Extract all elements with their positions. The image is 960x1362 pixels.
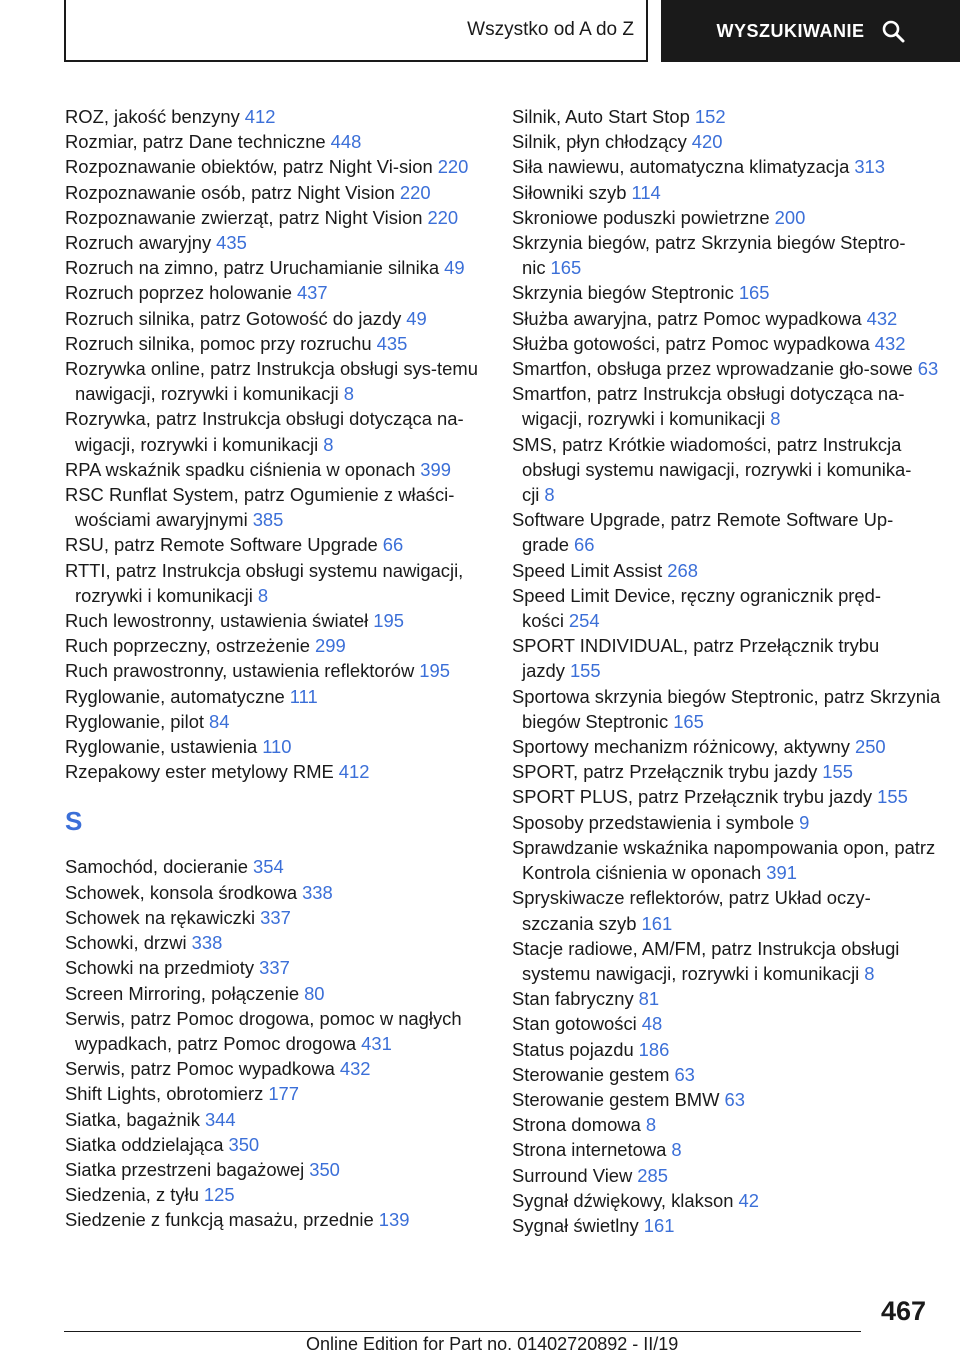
index-entry [65, 306, 495, 331]
index-entry-text: Ruch poprzeczny, ostrzeżenie [65, 635, 310, 657]
page-link[interactable]: 8 [257, 584, 269, 606]
page-link[interactable]: 337 [259, 957, 290, 979]
index-entry-text: RPA wskaźnik spadku ciśnienia w oponach [65, 458, 416, 480]
footer-divider [64, 1331, 861, 1332]
index-entry-text: Surround View [512, 1164, 633, 1186]
top-navigation [0, 0, 960, 66]
page-link[interactable]: 139 [378, 1209, 410, 1231]
index-entry [65, 981, 495, 1006]
index-entry [65, 457, 495, 482]
index-entry [512, 381, 942, 431]
index-entry [512, 1112, 942, 1137]
page-link[interactable]: 285 [637, 1164, 668, 1186]
index-entry-text: Siatka przestrzeni bagażowej [65, 1158, 305, 1180]
index-entry-text: Strona domowa [512, 1114, 641, 1136]
page-link[interactable]: 435 [216, 232, 247, 254]
index-entry-text: Rozpoznawanie zwierząt, patrz Night Vision [65, 206, 423, 228]
index-entry-text: Siatka oddzielająca [65, 1133, 224, 1155]
index-entry [65, 104, 495, 129]
page-link[interactable]: 63 [917, 358, 939, 380]
index-entry [512, 835, 942, 885]
page-link[interactable]: 412 [338, 761, 370, 783]
index-entry-text: Ryglowanie, automatyczne [65, 685, 285, 707]
index-entry-text: SPORT INDIVIDUAL, patrz Przełącznik trybu jazdy [512, 635, 880, 682]
page-link[interactable]: 63 [674, 1063, 695, 1085]
tab-a-to-z[interactable] [64, 0, 648, 62]
index-entry-text: Ryglowanie, ustawienia [65, 736, 258, 758]
index-entry-text: Sposoby przedstawienia i symbole [512, 811, 795, 833]
index-entry [65, 658, 495, 683]
index-entry [65, 709, 495, 734]
page-link[interactable]: 186 [638, 1038, 670, 1060]
index-entry-text: Smartfon, obsługa przez wprowadzanie gło-sowe [512, 358, 913, 380]
page-link[interactable]: 8 [343, 383, 354, 405]
index-entry-text: Status pojazdu [512, 1038, 634, 1060]
page-link[interactable]: 350 [309, 1158, 340, 1180]
index-entry-text: Ruch prawostronny, ustawienia reflektorów [65, 660, 415, 682]
page-link[interactable]: 9 [799, 811, 810, 833]
index-entry [65, 280, 495, 305]
index-entry [512, 885, 942, 935]
footer-edition: Online Edition for Part no. 01402720892 - II/19 [306, 1334, 679, 1354]
index-entry-text: Rozpoznawanie osób, patrz Night Vision [65, 181, 395, 203]
index-entry [512, 331, 942, 356]
index-group-r [65, 104, 495, 784]
index-entry [512, 986, 942, 1011]
index-entry [512, 280, 942, 305]
page-link[interactable]: 337 [260, 906, 291, 928]
index-entry [512, 759, 942, 784]
index-entry-text: Sportowy mechanizm różnicowy, aktywny [512, 736, 850, 758]
index-entry-text: Siłowniki szyb [512, 181, 627, 203]
page-link[interactable]: 8 [770, 408, 781, 430]
page-link[interactable]: 432 [339, 1058, 371, 1080]
index-entry [512, 1037, 942, 1062]
tab-a-to-z-label: Wszystko od A do Z [467, 19, 634, 40]
page-number: 467 [880, 1296, 926, 1326]
index-entry [512, 1213, 942, 1238]
index-column-right [512, 104, 942, 1238]
page-link[interactable]: 155 [569, 660, 601, 682]
index-entry [65, 759, 495, 784]
index-entry [65, 608, 495, 633]
index-entry-text: Ruch lewostronny, ustawienia świateł [65, 610, 369, 632]
index-entry [512, 129, 942, 154]
index-entry-text: Sygnał dźwiękowy, klakson [512, 1189, 734, 1211]
index-column-left [65, 104, 495, 1233]
page-link[interactable]: 391 [766, 862, 797, 884]
page-link[interactable]: 313 [854, 156, 885, 178]
index-entry [512, 180, 942, 205]
index-entry-text: RTTI, patrz Instrukcja obsługi systemu nawigacji, rozrywki i komunikacji [65, 559, 464, 606]
index-entry-text: Samochód, docieranie [65, 856, 248, 878]
index-entry-text: Schowek, konsola środkowa [65, 881, 298, 903]
page-link[interactable]: 66 [574, 534, 595, 556]
page-link[interactable]: 114 [631, 181, 661, 203]
index-entry [512, 784, 942, 809]
page-link[interactable]: 48 [641, 1013, 663, 1035]
index-entry [65, 180, 495, 205]
index-entry-text: Speed Limit Assist [512, 559, 663, 581]
page-link[interactable]: 152 [694, 106, 726, 127]
index-entry-text: ROZ, jakość benzyny [65, 106, 240, 127]
index-entry [512, 230, 942, 280]
page-link[interactable]: 165 [550, 257, 582, 279]
index-entry [65, 331, 495, 356]
index-entry [512, 583, 942, 633]
search-icon [881, 19, 905, 43]
page-link[interactable]: 250 [854, 736, 886, 758]
index-entry [65, 880, 495, 905]
index-entry [512, 154, 942, 179]
index-entry [65, 154, 495, 179]
index-entry [65, 633, 495, 658]
index-entry-text: Speed Limit Device, ręczny ogranicznik pręd-kości [512, 584, 881, 632]
tab-search[interactable] [661, 0, 960, 62]
page-link[interactable]: 437 [296, 282, 328, 304]
page-link[interactable]: 432 [874, 332, 906, 354]
index-entry [65, 558, 495, 608]
page-link[interactable]: 165 [673, 710, 704, 732]
index-entry-text: Rozruch silnika, pomoc przy rozruchu [65, 332, 372, 354]
index-entry [65, 1081, 495, 1106]
page-link[interactable]: 8 [645, 1114, 657, 1136]
index-entry-text: Rozrywka, patrz Instrukcja obsługi dotycząca na-wigacji, rozrywki i komunikacji [65, 408, 464, 455]
index-entry-text: Rzepakowy ester metylowy RME [65, 761, 334, 783]
page-link[interactable]: 220 [437, 156, 469, 178]
page-link[interactable]: 195 [373, 610, 404, 632]
index-entry [512, 306, 942, 331]
page-link[interactable]: 435 [376, 332, 408, 354]
index-entry [65, 905, 495, 930]
index-entry [65, 205, 495, 230]
page-link[interactable]: 49 [444, 257, 465, 279]
page-link[interactable]: 42 [738, 1189, 759, 1211]
page-link[interactable]: 110 [262, 736, 292, 758]
page-link[interactable]: 448 [330, 131, 362, 153]
index-entry-text: Sprawdzanie wskaźnika napompowania opon, patrz Kontrola ciśnienia w oponach [512, 836, 936, 884]
index-entry [65, 255, 495, 280]
index-entry [512, 1188, 942, 1213]
index-entry-text: Ryglowanie, pilot [65, 710, 205, 732]
index-entry [512, 558, 942, 583]
index-entry-text: Rozpoznawanie obiektów, patrz Night Vi-sion [65, 156, 433, 178]
index-entry-text: Rozrywka online, patrz Instrukcja obsługi sys-temu nawigacji, rozrywki i komunikacji [65, 358, 478, 405]
page-link[interactable]: 161 [641, 912, 673, 934]
page-link[interactable]: 338 [302, 881, 333, 903]
index-entry [65, 1157, 495, 1182]
index-entry-text: Serwis, patrz Pomoc drogowa, pomoc w nagłych wypadkach, patrz Pomoc drogowa [65, 1007, 462, 1054]
page-link[interactable]: 220 [427, 206, 459, 228]
page-link[interactable]: 155 [822, 761, 853, 783]
index-entry-text: Sygnał świetlny [512, 1214, 639, 1236]
index-entry-text: SPORT PLUS, patrz Przełącznik trybu jazdy [512, 786, 873, 808]
index-entry [65, 532, 495, 557]
page-link[interactable]: 8 [323, 433, 334, 455]
page-link[interactable]: 155 [877, 786, 908, 808]
index-entry [65, 482, 495, 532]
index-entry-text: Serwis, patrz Pomoc wypadkowa [65, 1058, 335, 1080]
index-group-s [65, 854, 495, 1232]
index-entry-text: Schowki na przedmioty [65, 957, 255, 979]
index-entry-text: Sterowanie gestem BMW [512, 1088, 720, 1110]
index-entry-text: Siedzenie z funkcją masażu, przednie [65, 1209, 374, 1231]
index-entry-text: Rozruch na zimno, patrz Uruchamianie silnika [65, 257, 440, 279]
page-link[interactable]: 177 [268, 1083, 299, 1105]
index-entry [65, 1132, 495, 1157]
index-entry-text: RSU, patrz Remote Software Upgrade [65, 534, 378, 556]
page-link[interactable]: 399 [420, 458, 451, 480]
page-link[interactable]: 412 [244, 106, 276, 127]
index-entry [512, 1087, 942, 1112]
index-entry [512, 684, 942, 734]
index-entry [65, 1107, 495, 1132]
page-link[interactable]: 63 [724, 1088, 745, 1110]
index-entry-text: Screen Mirroring, połączenie [65, 982, 300, 1004]
index-entry-text: Silnik, Auto Start Stop [512, 106, 690, 127]
index-entry-text: Służba awaryjna, patrz Pomoc wypadkowa [512, 307, 862, 329]
index-entry-text: Silnik, płyn chłodzący [512, 131, 687, 153]
section-letter-s: S [65, 806, 83, 837]
index-entry [512, 633, 942, 683]
page-link[interactable]: 66 [382, 534, 404, 556]
page-link[interactable]: 8 [671, 1139, 682, 1161]
index-entry-text: Siła nawiewu, automatyczna klimatyzacja [512, 156, 850, 178]
index-entry [512, 432, 942, 508]
page-link[interactable]: 385 [252, 509, 284, 531]
index-entry-text: Skroniowe poduszki powietrzne [512, 206, 770, 228]
index-entry [512, 734, 942, 759]
page-link[interactable]: 195 [419, 660, 450, 682]
page-link[interactable]: 420 [691, 131, 723, 153]
index-entry [65, 684, 495, 709]
index-entry [512, 1163, 942, 1188]
page-link[interactable]: 220 [399, 181, 431, 203]
page-link[interactable]: 299 [315, 635, 346, 657]
index-entry [512, 1011, 942, 1036]
page-link[interactable]: 431 [361, 1032, 392, 1054]
page-link[interactable]: 354 [253, 856, 284, 878]
index-entry-text: Siedzenia, z tyłu [65, 1184, 199, 1206]
index-entry-text: SPORT, patrz Przełącznik trybu jazdy [512, 761, 818, 783]
page-link[interactable]: 200 [774, 206, 806, 228]
index-entry-text: SMS, patrz Krótkie wiadomości, patrz Instrukcja obsługi systemu nawigacji, rozrywki i komunika-cji [512, 433, 912, 506]
index-entry [65, 854, 495, 879]
page-link[interactable]: 254 [568, 610, 600, 632]
index-entry [65, 230, 495, 255]
index-entry-text: Schowek na rękawiczki [65, 906, 256, 928]
index-entry-text: Stan fabryczny [512, 988, 634, 1010]
index-entry-text: Sterowanie gestem [512, 1063, 670, 1085]
index-entry-text: Skrzynia biegów Steptronic [512, 282, 734, 304]
index-entry-text: Skrzynia biegów, patrz Skrzynia biegów Steptro-nic [512, 232, 906, 279]
index-entry-text: Służba gotowości, patrz Pomoc wypadkowa [512, 332, 870, 354]
index-entry-text: Sportowa skrzynia biegów Steptronic, patrz Skrzynia biegów Steptronic [512, 685, 941, 732]
index-entry-text: Rozruch silnika, patrz Gotowość do jazdy [65, 307, 402, 329]
page-link[interactable]: 432 [866, 307, 898, 329]
index-entry-text: Shift Lights, obrotomierz [65, 1083, 264, 1105]
page-link[interactable]: 268 [667, 559, 698, 581]
index-entry [65, 356, 495, 406]
page-link[interactable]: 338 [191, 932, 223, 954]
index-entry-text: Stacje radiowe, AM/FM, patrz Instrukcja obsługi systemu nawigacji, rozrywki i komunikacji [512, 937, 900, 984]
index-entry [512, 1062, 942, 1087]
index-entry [512, 810, 942, 835]
index-entry-text: Stan gotowości [512, 1013, 637, 1035]
index-entry [65, 1207, 495, 1232]
page-link[interactable]: 165 [738, 282, 770, 304]
page-link[interactable]: 81 [638, 988, 660, 1010]
index-entry [512, 1137, 942, 1162]
page-link[interactable]: 49 [406, 307, 427, 329]
index-entry-text: Siatka, bagażnik [65, 1108, 200, 1130]
page-link[interactable]: 161 [643, 1214, 675, 1236]
index-entry-text: Software Upgrade, patrz Remote Software Up-grade [512, 509, 894, 556]
index-entry-text: Smartfon, patrz Instrukcja obsługi dotycząca na-wigacji, rozrywki i komunikacji [512, 383, 905, 430]
index-entry [65, 1006, 495, 1056]
index-group-s-continued [512, 104, 942, 1238]
page-link[interactable]: 8 [544, 484, 555, 506]
page-link[interactable]: 111 [289, 685, 318, 707]
index-entry-text: RSC Runflat System, patrz Ogumienie z właści-wościami awaryjnymi [65, 484, 455, 531]
page-link[interactable]: 80 [304, 982, 325, 1004]
index-entry [65, 930, 495, 955]
page-link[interactable]: 344 [204, 1108, 236, 1130]
index-entry [65, 406, 495, 456]
index-entry-text: Rozmiar, patrz Dane techniczne [65, 131, 326, 153]
index-entry-text: Rozruch awaryjny [65, 232, 212, 254]
index-entry [65, 129, 495, 154]
index-entry [65, 1182, 495, 1207]
tab-search-label: WYSZUKIWANIE [716, 20, 865, 41]
page-link[interactable]: 125 [203, 1184, 235, 1206]
index-entry [65, 1056, 495, 1081]
index-entry [512, 205, 942, 230]
index-entry [512, 936, 942, 986]
index-entry [65, 734, 495, 759]
index-entry-text: Rozruch poprzez holowanie [65, 282, 292, 304]
index-entry [512, 507, 942, 557]
index-entry [512, 104, 942, 129]
page-link[interactable]: 350 [228, 1133, 260, 1155]
index-entry [65, 955, 495, 980]
page-link[interactable]: 8 [864, 962, 875, 984]
index-entry [512, 356, 942, 381]
index-entry-text: Strona internetowa [512, 1139, 667, 1161]
index-entry-text: Schowki, drzwi [65, 932, 187, 954]
page-link[interactable]: 84 [209, 710, 230, 732]
index-entry-text: Spryskiwacze reflektorów, patrz Układ oczy-szczania szyb [512, 887, 871, 934]
